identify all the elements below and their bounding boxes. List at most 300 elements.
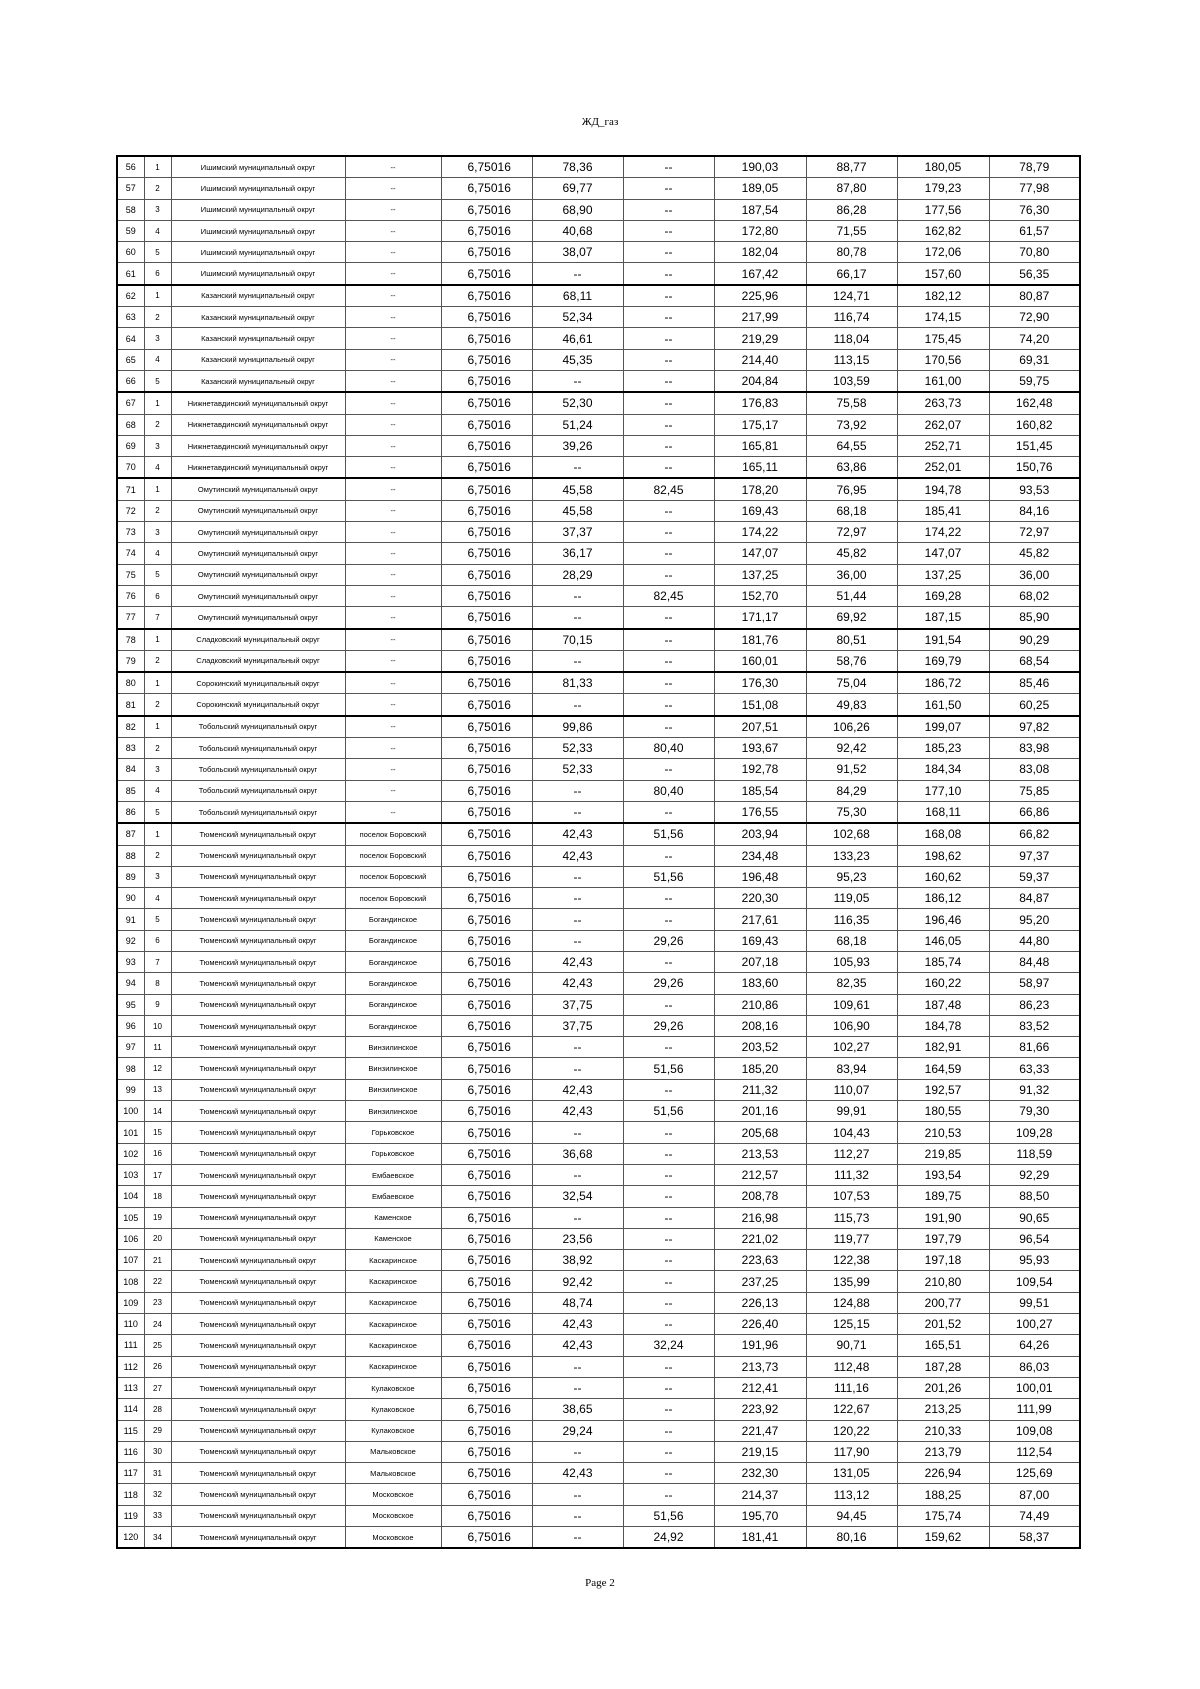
value-col-11-cell: 90,65 bbox=[989, 1207, 1080, 1228]
table-row bbox=[117, 607, 1080, 629]
value-col-9-cell: 80,51 bbox=[806, 629, 897, 651]
value-col-10-cell: 169,28 bbox=[897, 585, 989, 606]
value-col-9-cell: 92,42 bbox=[806, 738, 897, 759]
value-col-10-cell: 263,73 bbox=[897, 392, 989, 414]
coefficient-cell: 6,75016 bbox=[441, 909, 532, 930]
district-name-cell: Тюменский муниципальный округ bbox=[171, 1420, 345, 1441]
district-index-cell: 5 bbox=[144, 801, 171, 823]
value-col-10-cell: 182,91 bbox=[897, 1037, 989, 1058]
table-row bbox=[117, 263, 1080, 285]
value-col-9-cell: 66,17 bbox=[806, 263, 897, 285]
coefficient-cell: 6,75016 bbox=[441, 457, 532, 479]
value-col-11-cell: 112,54 bbox=[989, 1441, 1080, 1462]
value-col-7-cell: -- bbox=[623, 435, 714, 456]
settlement-name-cell: Кулаковское bbox=[345, 1377, 441, 1398]
row-number-cell: 97 bbox=[117, 1037, 144, 1058]
district-name-cell: Тюменский муниципальный округ bbox=[171, 973, 345, 994]
coefficient-cell: 6,75016 bbox=[441, 1463, 532, 1484]
value-col-11-cell: 99,51 bbox=[989, 1292, 1080, 1313]
coefficient-cell: 6,75016 bbox=[441, 543, 532, 564]
value-col-11-cell: 66,86 bbox=[989, 801, 1080, 823]
district-index-cell: 16 bbox=[144, 1143, 171, 1164]
value-col-6-cell: -- bbox=[532, 585, 623, 606]
value-col-7-cell: 80,40 bbox=[623, 780, 714, 801]
table-row bbox=[117, 1377, 1080, 1398]
settlement-name-cell: -- bbox=[345, 650, 441, 672]
value-col-6-cell: 32,54 bbox=[532, 1186, 623, 1207]
value-col-10-cell: 219,85 bbox=[897, 1143, 989, 1164]
value-col-8-cell: 213,73 bbox=[714, 1356, 806, 1377]
coefficient-cell: 6,75016 bbox=[441, 1505, 532, 1526]
district-index-cell: 1 bbox=[144, 156, 171, 178]
district-index-cell: 5 bbox=[144, 909, 171, 930]
district-index-cell: 6 bbox=[144, 263, 171, 285]
value-col-8-cell: 237,25 bbox=[714, 1271, 806, 1292]
value-col-6-cell: -- bbox=[532, 801, 623, 823]
settlement-name-cell: поселок Боровский bbox=[345, 866, 441, 887]
row-number-cell: 68 bbox=[117, 414, 144, 435]
district-index-cell: 34 bbox=[144, 1527, 171, 1549]
value-col-8-cell: 207,51 bbox=[714, 716, 806, 738]
coefficient-cell: 6,75016 bbox=[441, 1527, 532, 1549]
value-col-10-cell: 194,78 bbox=[897, 478, 989, 500]
value-col-11-cell: 61,57 bbox=[989, 220, 1080, 241]
value-col-9-cell: 75,04 bbox=[806, 672, 897, 694]
value-col-9-cell: 73,92 bbox=[806, 414, 897, 435]
value-col-6-cell: 42,43 bbox=[532, 1314, 623, 1335]
value-col-6-cell: 51,24 bbox=[532, 414, 623, 435]
settlement-name-cell: Мальковское bbox=[345, 1463, 441, 1484]
coefficient-cell: 6,75016 bbox=[441, 694, 532, 716]
value-col-8-cell: 214,40 bbox=[714, 349, 806, 370]
value-col-8-cell: 217,61 bbox=[714, 909, 806, 930]
coefficient-cell: 6,75016 bbox=[441, 564, 532, 585]
settlement-name-cell: Каменское bbox=[345, 1207, 441, 1228]
value-col-6-cell: 36,68 bbox=[532, 1143, 623, 1164]
value-col-11-cell: 150,76 bbox=[989, 457, 1080, 479]
value-col-11-cell: 88,50 bbox=[989, 1186, 1080, 1207]
table-row bbox=[117, 478, 1080, 500]
settlement-name-cell: Богандинское bbox=[345, 973, 441, 994]
settlement-name-cell: -- bbox=[345, 199, 441, 220]
district-index-cell: 2 bbox=[144, 500, 171, 521]
value-col-8-cell: 185,54 bbox=[714, 780, 806, 801]
value-col-9-cell: 76,95 bbox=[806, 478, 897, 500]
value-col-7-cell: -- bbox=[623, 242, 714, 263]
coefficient-cell: 6,75016 bbox=[441, 1164, 532, 1185]
table-row bbox=[117, 1527, 1080, 1549]
settlement-name-cell: -- bbox=[345, 543, 441, 564]
value-col-6-cell: -- bbox=[532, 930, 623, 951]
value-col-7-cell: -- bbox=[623, 307, 714, 328]
district-index-cell: 6 bbox=[144, 930, 171, 951]
district-name-cell: Тобольский муниципальный округ bbox=[171, 716, 345, 738]
value-col-6-cell: -- bbox=[532, 1484, 623, 1505]
value-col-8-cell: 187,54 bbox=[714, 199, 806, 220]
value-col-9-cell: 45,82 bbox=[806, 543, 897, 564]
value-col-9-cell: 125,15 bbox=[806, 1314, 897, 1335]
value-col-6-cell: 42,43 bbox=[532, 1463, 623, 1484]
value-col-8-cell: 181,76 bbox=[714, 629, 806, 651]
value-col-10-cell: 160,62 bbox=[897, 866, 989, 887]
value-col-7-cell: 32,24 bbox=[623, 1335, 714, 1356]
coefficient-cell: 6,75016 bbox=[441, 242, 532, 263]
value-col-6-cell: 70,15 bbox=[532, 629, 623, 651]
value-col-7-cell: -- bbox=[623, 1207, 714, 1228]
row-number-cell: 116 bbox=[117, 1441, 144, 1462]
value-col-8-cell: 212,57 bbox=[714, 1164, 806, 1185]
table-row bbox=[117, 801, 1080, 823]
district-name-cell: Тюменский муниципальный округ bbox=[171, 1356, 345, 1377]
coefficient-cell: 6,75016 bbox=[441, 823, 532, 845]
value-col-9-cell: 106,90 bbox=[806, 1015, 897, 1036]
value-col-11-cell: 111,99 bbox=[989, 1399, 1080, 1420]
district-index-cell: 13 bbox=[144, 1079, 171, 1100]
value-col-7-cell: -- bbox=[623, 564, 714, 585]
district-index-cell: 4 bbox=[144, 888, 171, 909]
table-row bbox=[117, 199, 1080, 220]
value-col-9-cell: 64,55 bbox=[806, 435, 897, 456]
district-name-cell: Ишимский муниципальный округ bbox=[171, 220, 345, 241]
settlement-name-cell: Московское bbox=[345, 1484, 441, 1505]
value-col-9-cell: 91,52 bbox=[806, 759, 897, 780]
table-row bbox=[117, 328, 1080, 349]
table-row bbox=[117, 716, 1080, 738]
district-name-cell: Тюменский муниципальный округ bbox=[171, 1335, 345, 1356]
district-name-cell: Нижнетавдинский муниципальный округ bbox=[171, 392, 345, 414]
table-row bbox=[117, 1186, 1080, 1207]
value-col-9-cell: 63,86 bbox=[806, 457, 897, 479]
district-name-cell: Ишимский муниципальный округ bbox=[171, 178, 345, 199]
value-col-10-cell: 180,05 bbox=[897, 156, 989, 178]
value-col-10-cell: 252,01 bbox=[897, 457, 989, 479]
district-index-cell: 7 bbox=[144, 951, 171, 972]
value-col-9-cell: 111,32 bbox=[806, 1164, 897, 1185]
row-number-cell: 87 bbox=[117, 823, 144, 845]
district-index-cell: 29 bbox=[144, 1420, 171, 1441]
coefficient-cell: 6,75016 bbox=[441, 500, 532, 521]
value-col-11-cell: 87,00 bbox=[989, 1484, 1080, 1505]
district-index-cell: 2 bbox=[144, 845, 171, 866]
value-col-6-cell: 52,30 bbox=[532, 392, 623, 414]
value-col-9-cell: 124,88 bbox=[806, 1292, 897, 1313]
table-row bbox=[117, 564, 1080, 585]
settlement-name-cell: -- bbox=[345, 500, 441, 521]
district-name-cell: Тюменский муниципальный округ bbox=[171, 1441, 345, 1462]
value-col-9-cell: 58,76 bbox=[806, 650, 897, 672]
table-row bbox=[117, 585, 1080, 606]
coefficient-cell: 6,75016 bbox=[441, 629, 532, 651]
value-col-6-cell: -- bbox=[532, 694, 623, 716]
value-col-6-cell: 78,36 bbox=[532, 156, 623, 178]
value-col-11-cell: 97,82 bbox=[989, 716, 1080, 738]
value-col-11-cell: 74,49 bbox=[989, 1505, 1080, 1526]
value-col-11-cell: 95,20 bbox=[989, 909, 1080, 930]
value-col-6-cell: -- bbox=[532, 370, 623, 392]
value-col-7-cell: -- bbox=[623, 951, 714, 972]
value-col-11-cell: 93,53 bbox=[989, 478, 1080, 500]
district-name-cell: Омутинский муниципальный округ bbox=[171, 607, 345, 629]
value-col-6-cell: 81,33 bbox=[532, 672, 623, 694]
value-col-9-cell: 49,83 bbox=[806, 694, 897, 716]
district-index-cell: 25 bbox=[144, 1335, 171, 1356]
value-col-11-cell: 59,37 bbox=[989, 866, 1080, 887]
value-col-10-cell: 189,75 bbox=[897, 1186, 989, 1207]
value-col-11-cell: 75,85 bbox=[989, 780, 1080, 801]
value-col-11-cell: 83,98 bbox=[989, 738, 1080, 759]
district-name-cell: Тюменский муниципальный округ bbox=[171, 1399, 345, 1420]
table-row bbox=[117, 845, 1080, 866]
district-index-cell: 23 bbox=[144, 1292, 171, 1313]
settlement-name-cell: -- bbox=[345, 716, 441, 738]
settlement-name-cell: -- bbox=[345, 370, 441, 392]
coefficient-cell: 6,75016 bbox=[441, 994, 532, 1015]
row-number-cell: 77 bbox=[117, 607, 144, 629]
value-col-9-cell: 113,15 bbox=[806, 349, 897, 370]
value-col-9-cell: 75,30 bbox=[806, 801, 897, 823]
value-col-7-cell: -- bbox=[623, 650, 714, 672]
value-col-8-cell: 181,41 bbox=[714, 1527, 806, 1549]
value-col-8-cell: 217,99 bbox=[714, 307, 806, 328]
value-col-11-cell: 83,08 bbox=[989, 759, 1080, 780]
value-col-9-cell: 104,43 bbox=[806, 1122, 897, 1143]
value-col-7-cell: -- bbox=[623, 994, 714, 1015]
table-row bbox=[117, 759, 1080, 780]
settlement-name-cell: -- bbox=[345, 156, 441, 178]
value-col-6-cell: 42,43 bbox=[532, 951, 623, 972]
settlement-name-cell: поселок Боровский bbox=[345, 888, 441, 909]
settlement-name-cell: -- bbox=[345, 759, 441, 780]
coefficient-cell: 6,75016 bbox=[441, 1335, 532, 1356]
value-col-7-cell: -- bbox=[623, 392, 714, 414]
value-col-11-cell: 85,46 bbox=[989, 672, 1080, 694]
value-col-9-cell: 36,00 bbox=[806, 564, 897, 585]
value-col-10-cell: 184,78 bbox=[897, 1015, 989, 1036]
value-col-8-cell: 169,43 bbox=[714, 500, 806, 521]
settlement-name-cell: Винзилинское bbox=[345, 1037, 441, 1058]
value-col-8-cell: 201,16 bbox=[714, 1101, 806, 1122]
value-col-8-cell: 221,47 bbox=[714, 1420, 806, 1441]
value-col-9-cell: 75,58 bbox=[806, 392, 897, 414]
district-name-cell: Тюменский муниципальный округ bbox=[171, 1377, 345, 1398]
value-col-7-cell: -- bbox=[623, 1484, 714, 1505]
district-index-cell: 2 bbox=[144, 738, 171, 759]
settlement-name-cell: Каменское bbox=[345, 1228, 441, 1249]
district-name-cell: Сладковский муниципальный округ bbox=[171, 629, 345, 651]
row-number-cell: 110 bbox=[117, 1314, 144, 1335]
value-col-7-cell: -- bbox=[623, 607, 714, 629]
district-index-cell: 3 bbox=[144, 199, 171, 220]
value-col-11-cell: 63,33 bbox=[989, 1058, 1080, 1079]
value-col-11-cell: 80,87 bbox=[989, 285, 1080, 307]
value-col-9-cell: 122,38 bbox=[806, 1250, 897, 1271]
table-row bbox=[117, 694, 1080, 716]
row-number-cell: 56 bbox=[117, 156, 144, 178]
value-col-11-cell: 66,82 bbox=[989, 823, 1080, 845]
value-col-11-cell: 86,23 bbox=[989, 994, 1080, 1015]
table-row bbox=[117, 1335, 1080, 1356]
value-col-11-cell: 160,82 bbox=[989, 414, 1080, 435]
table-row bbox=[117, 780, 1080, 801]
settlement-name-cell: Горьковское bbox=[345, 1122, 441, 1143]
value-col-10-cell: 172,06 bbox=[897, 242, 989, 263]
settlement-name-cell: -- bbox=[345, 392, 441, 414]
value-col-6-cell: -- bbox=[532, 1058, 623, 1079]
table-row bbox=[117, 738, 1080, 759]
value-col-7-cell: -- bbox=[623, 263, 714, 285]
value-col-9-cell: 115,73 bbox=[806, 1207, 897, 1228]
value-col-9-cell: 106,26 bbox=[806, 716, 897, 738]
district-index-cell: 2 bbox=[144, 178, 171, 199]
district-index-cell: 22 bbox=[144, 1271, 171, 1292]
value-col-7-cell: -- bbox=[623, 220, 714, 241]
settlement-name-cell: Богандинское bbox=[345, 909, 441, 930]
district-name-cell: Тобольский муниципальный округ bbox=[171, 759, 345, 780]
value-col-6-cell: 68,11 bbox=[532, 285, 623, 307]
district-name-cell: Сладковский муниципальный округ bbox=[171, 650, 345, 672]
value-col-8-cell: 226,13 bbox=[714, 1292, 806, 1313]
coefficient-cell: 6,75016 bbox=[441, 392, 532, 414]
value-col-8-cell: 212,41 bbox=[714, 1377, 806, 1398]
value-col-10-cell: 174,22 bbox=[897, 522, 989, 543]
value-col-6-cell: 38,65 bbox=[532, 1399, 623, 1420]
value-col-9-cell: 71,55 bbox=[806, 220, 897, 241]
value-col-6-cell: -- bbox=[532, 607, 623, 629]
district-index-cell: 1 bbox=[144, 392, 171, 414]
coefficient-cell: 6,75016 bbox=[441, 866, 532, 887]
coefficient-cell: 6,75016 bbox=[441, 178, 532, 199]
district-name-cell: Омутинский муниципальный округ bbox=[171, 500, 345, 521]
settlement-name-cell: поселок Боровский bbox=[345, 845, 441, 866]
value-col-11-cell: 118,59 bbox=[989, 1143, 1080, 1164]
value-col-11-cell: 84,16 bbox=[989, 500, 1080, 521]
district-index-cell: 1 bbox=[144, 629, 171, 651]
value-col-11-cell: 100,27 bbox=[989, 1314, 1080, 1335]
value-col-6-cell: 42,43 bbox=[532, 973, 623, 994]
value-col-8-cell: 210,86 bbox=[714, 994, 806, 1015]
value-col-7-cell: 24,92 bbox=[623, 1527, 714, 1549]
row-number-cell: 66 bbox=[117, 370, 144, 392]
value-col-6-cell: 46,61 bbox=[532, 328, 623, 349]
settlement-name-cell: -- bbox=[345, 263, 441, 285]
value-col-10-cell: 187,48 bbox=[897, 994, 989, 1015]
settlement-name-cell: -- bbox=[345, 178, 441, 199]
value-col-11-cell: 109,08 bbox=[989, 1420, 1080, 1441]
district-name-cell: Омутинский муниципальный округ bbox=[171, 522, 345, 543]
row-number-cell: 105 bbox=[117, 1207, 144, 1228]
table-row bbox=[117, 392, 1080, 414]
row-number-cell: 70 bbox=[117, 457, 144, 479]
value-col-8-cell: 195,70 bbox=[714, 1505, 806, 1526]
district-index-cell: 4 bbox=[144, 349, 171, 370]
district-name-cell: Тобольский муниципальный округ bbox=[171, 801, 345, 823]
value-col-10-cell: 196,46 bbox=[897, 909, 989, 930]
coefficient-cell: 6,75016 bbox=[441, 738, 532, 759]
value-col-10-cell: 174,15 bbox=[897, 307, 989, 328]
value-col-10-cell: 165,51 bbox=[897, 1335, 989, 1356]
value-col-11-cell: 70,80 bbox=[989, 242, 1080, 263]
coefficient-cell: 6,75016 bbox=[441, 199, 532, 220]
value-col-10-cell: 193,54 bbox=[897, 1164, 989, 1185]
table-row bbox=[117, 1441, 1080, 1462]
table-row bbox=[117, 1356, 1080, 1377]
value-col-6-cell: 36,17 bbox=[532, 543, 623, 564]
coefficient-cell: 6,75016 bbox=[441, 370, 532, 392]
table-row bbox=[117, 1143, 1080, 1164]
table-row bbox=[117, 951, 1080, 972]
settlement-name-cell: Каскаринское bbox=[345, 1356, 441, 1377]
value-col-11-cell: 58,97 bbox=[989, 973, 1080, 994]
value-col-11-cell: 91,32 bbox=[989, 1079, 1080, 1100]
row-number-cell: 88 bbox=[117, 845, 144, 866]
settlement-name-cell: -- bbox=[345, 694, 441, 716]
value-col-8-cell: 174,22 bbox=[714, 522, 806, 543]
value-col-6-cell: -- bbox=[532, 1441, 623, 1462]
value-col-6-cell: -- bbox=[532, 888, 623, 909]
coefficient-cell: 6,75016 bbox=[441, 973, 532, 994]
value-col-7-cell: -- bbox=[623, 1463, 714, 1484]
table-row bbox=[117, 1505, 1080, 1526]
value-col-10-cell: 162,82 bbox=[897, 220, 989, 241]
coefficient-cell: 6,75016 bbox=[441, 1228, 532, 1249]
value-col-6-cell: 38,07 bbox=[532, 242, 623, 263]
table-row bbox=[117, 629, 1080, 651]
value-col-10-cell: 197,18 bbox=[897, 1250, 989, 1271]
value-col-8-cell: 205,68 bbox=[714, 1122, 806, 1143]
value-col-7-cell: 82,45 bbox=[623, 478, 714, 500]
value-col-7-cell: -- bbox=[623, 716, 714, 738]
value-col-8-cell: 167,42 bbox=[714, 263, 806, 285]
value-col-6-cell: -- bbox=[532, 909, 623, 930]
coefficient-cell: 6,75016 bbox=[441, 759, 532, 780]
page-number: Page 2 bbox=[585, 1577, 615, 1589]
district-name-cell: Тюменский муниципальный округ bbox=[171, 1271, 345, 1292]
district-index-cell: 1 bbox=[144, 823, 171, 845]
table-row bbox=[117, 823, 1080, 845]
value-col-10-cell: 180,55 bbox=[897, 1101, 989, 1122]
district-name-cell: Ишимский муниципальный округ bbox=[171, 242, 345, 263]
value-col-10-cell: 185,41 bbox=[897, 500, 989, 521]
district-name-cell: Тобольский муниципальный округ bbox=[171, 738, 345, 759]
value-col-10-cell: 199,07 bbox=[897, 716, 989, 738]
value-col-7-cell: -- bbox=[623, 845, 714, 866]
value-col-10-cell: 262,07 bbox=[897, 414, 989, 435]
value-col-11-cell: 77,98 bbox=[989, 178, 1080, 199]
row-number-cell: 63 bbox=[117, 307, 144, 328]
value-col-7-cell: -- bbox=[623, 522, 714, 543]
value-col-11-cell: 36,00 bbox=[989, 564, 1080, 585]
district-name-cell: Тюменский муниципальный округ bbox=[171, 1015, 345, 1036]
coefficient-cell: 6,75016 bbox=[441, 716, 532, 738]
settlement-name-cell: Горьковское bbox=[345, 1143, 441, 1164]
settlement-name-cell: Богандинское bbox=[345, 951, 441, 972]
coefficient-cell: 6,75016 bbox=[441, 1186, 532, 1207]
district-name-cell: Тюменский муниципальный округ bbox=[171, 1207, 345, 1228]
value-col-10-cell: 185,23 bbox=[897, 738, 989, 759]
value-col-11-cell: 69,31 bbox=[989, 349, 1080, 370]
value-col-11-cell: 58,37 bbox=[989, 1527, 1080, 1549]
row-number-cell: 78 bbox=[117, 629, 144, 651]
value-col-11-cell: 44,80 bbox=[989, 930, 1080, 951]
coefficient-cell: 6,75016 bbox=[441, 1250, 532, 1271]
value-col-9-cell: 112,48 bbox=[806, 1356, 897, 1377]
value-col-11-cell: 81,66 bbox=[989, 1037, 1080, 1058]
coefficient-cell: 6,75016 bbox=[441, 478, 532, 500]
value-col-7-cell: -- bbox=[623, 1228, 714, 1249]
district-index-cell: 9 bbox=[144, 994, 171, 1015]
district-index-cell: 33 bbox=[144, 1505, 171, 1526]
coefficient-cell: 6,75016 bbox=[441, 650, 532, 672]
